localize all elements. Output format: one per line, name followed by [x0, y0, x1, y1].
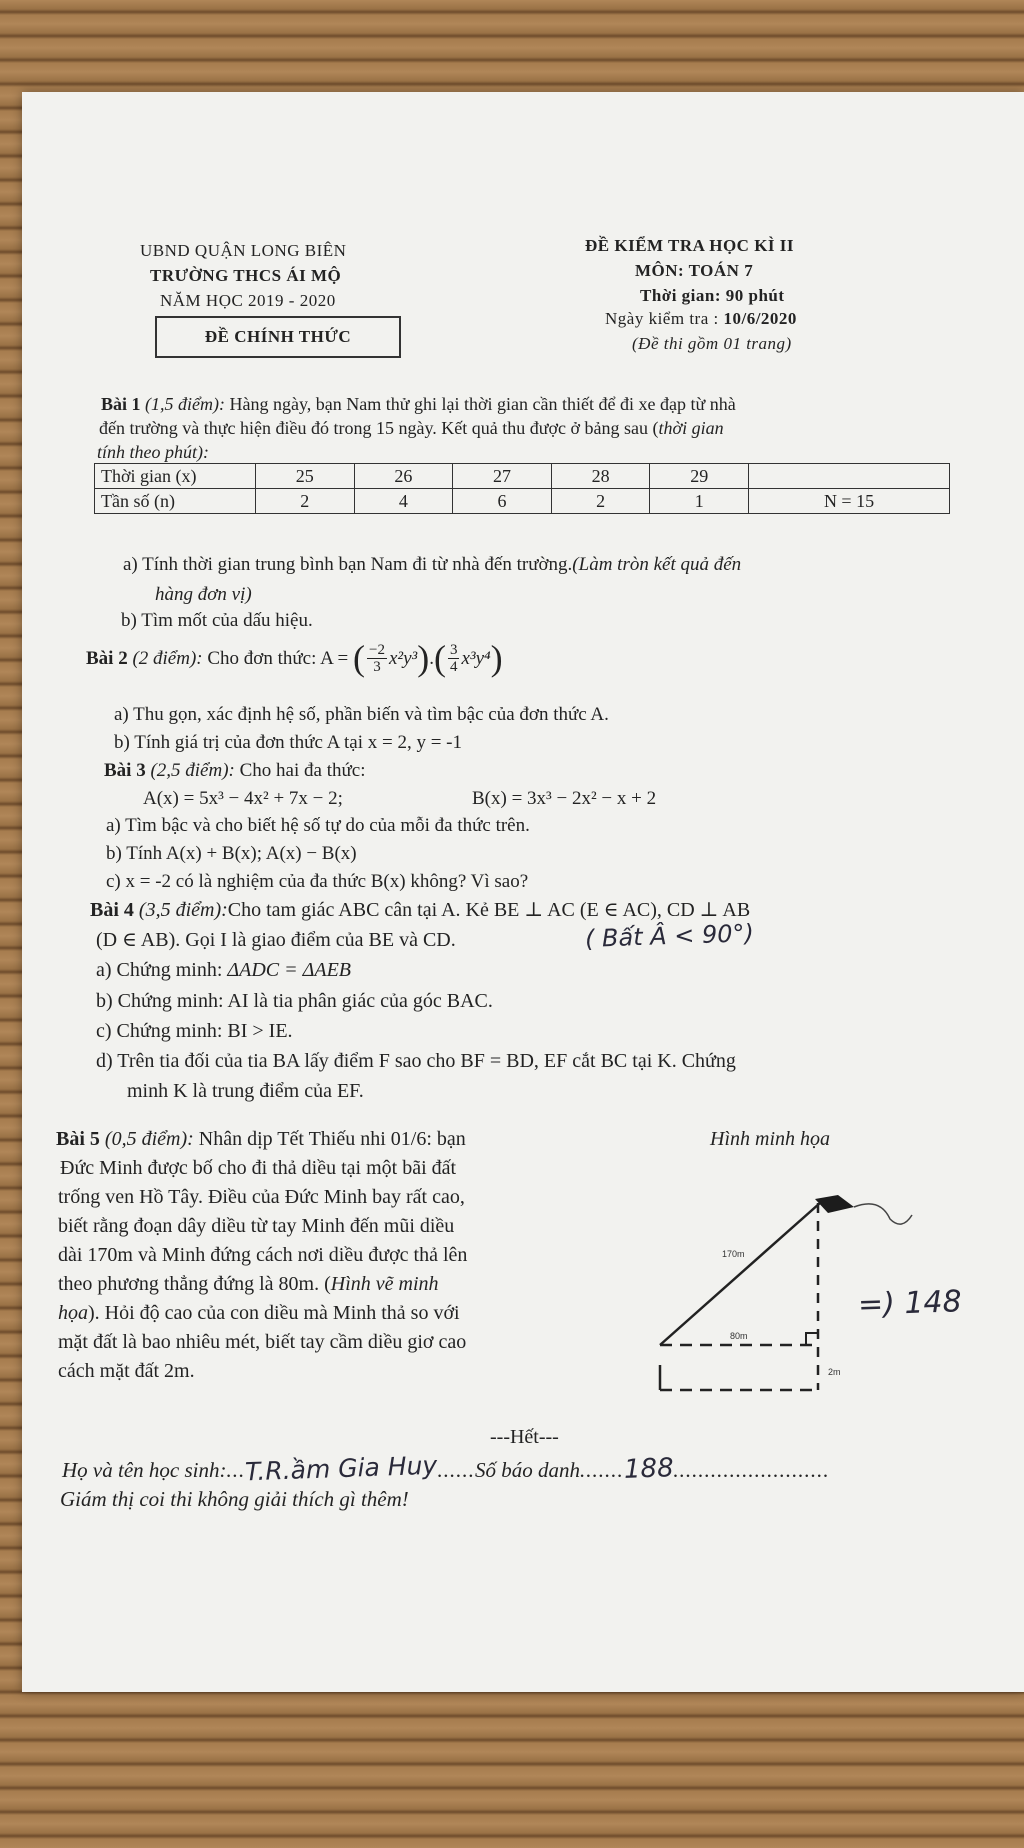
exam-date-label: Ngày kiểm tra : — [605, 309, 724, 328]
bai1-a-line2: hàng đơn vị) — [155, 584, 252, 605]
table-cell: 29 — [650, 464, 749, 489]
table-header-frequency: Tần số (n) — [95, 489, 256, 514]
bai1-text2-italic: thời gian — [658, 418, 724, 438]
handwritten-sbd: 188 — [623, 1453, 674, 1485]
bai1-line1 — [101, 392, 736, 417]
fraction-1-vars: x²y³ — [388, 647, 418, 669]
bai4-text1: Cho tam giác ABC cân tại A. Kẻ BE ⊥ AC (E ∈ AC), CD ⊥ AB — [227, 899, 751, 921]
handwritten-answer: =) 148 — [857, 1284, 963, 1323]
handwritten-note-angle: ( Bất Â < 90°) — [584, 919, 755, 953]
bai1-points: (1,5 điểm): — [145, 394, 225, 414]
polynomial-a: A(x) = 5x³ − 4x² + 7x − 2; — [143, 788, 343, 809]
bai4-points: (3,5 điểm): — [138, 899, 228, 921]
bai3-c: c) x = -2 có là nghiệm của đa thức B(x) không? Vì sao? — [106, 871, 529, 892]
exam-duration: Thời gian: 90 phút — [640, 286, 785, 305]
polynomial-b: B(x) = 3x³ − 2x² − x + 2 — [472, 788, 657, 809]
table-cell: 1 — [650, 489, 749, 514]
proctor-note: Giám thị coi thi không giải thích gì thêm! — [60, 1487, 409, 1511]
table-cell — [749, 464, 950, 489]
bai3-title: Bài 3 — [104, 760, 146, 781]
exam-date — [605, 309, 797, 329]
table-cell: 4 — [354, 489, 453, 514]
kite-shape-icon — [815, 1195, 854, 1213]
bai1-line3: tính theo phút): — [97, 442, 209, 462]
bai5-points: (0,5 điểm): — [104, 1128, 194, 1150]
bai5-title: Bài 5 — [56, 1128, 100, 1150]
bai4-a — [96, 958, 351, 983]
school-year: NĂM HỌC 2019 - 2020 — [160, 291, 336, 310]
bai2-b: b) Tính giá trị của đơn thức A tại x = 2, y = -1 — [114, 732, 463, 753]
table-cell: N = 15 — [749, 489, 950, 514]
exam-title: ĐỀ KIỂM TRA HỌC KÌ II — [585, 236, 795, 255]
fraction-2-vars: x³y⁴ — [461, 647, 491, 669]
bai1-a-italic: (Làm tròn kết quả đến — [572, 554, 742, 575]
exam-subject: MÔN: TOÁN 7 — [635, 261, 754, 280]
district-name: UBND QUẬN LONG BIÊN — [140, 241, 347, 260]
table-row — [95, 464, 950, 489]
bai1-text2: đến trường và thực hiện điều đó trong 15 ngày. Kết quả thu được ở bảng sau ( — [99, 418, 659, 438]
bai1-a-line1 — [123, 552, 741, 577]
bai2-a: a) Thu gọn, xác định hệ số, phần biến và tìm bậc của đơn thức A. — [114, 704, 609, 725]
table-row — [95, 489, 950, 514]
official-exam-label: ĐỀ CHÍNH THỨC — [204, 327, 352, 346]
fraction-1: $\frac{-2}{3}$ — [368, 641, 385, 675]
figure-caption: Hình minh họa — [710, 1128, 830, 1150]
official-exam-box — [155, 316, 401, 358]
bai4-d-line2: minh K là trung điểm của EF. — [127, 1080, 364, 1102]
bai4-title: Bài 4 — [90, 899, 134, 921]
exam-date-value: 10/6/2020 — [723, 309, 797, 328]
bai4-a-italic: ΔADC = ΔAEB — [227, 959, 352, 981]
label-170m: 170m — [722, 1249, 745, 1259]
table-cell: 26 — [354, 464, 453, 489]
table-cell: 2 — [551, 489, 650, 514]
student-name-line: Họ và tên học sinh:...T.R.ầm Gia Huy......Số báo danh.......188......................... — [62, 1450, 830, 1487]
bai1-line2 — [99, 416, 724, 441]
bai2-title: Bài 2 — [86, 647, 128, 669]
right-angle-mark — [806, 1333, 818, 1345]
sbd-label: Số báo danh — [474, 1458, 580, 1482]
bai4-c: c) Chứng minh: BI > IE. — [96, 1020, 293, 1042]
table-cell: 25 — [256, 464, 355, 489]
bai1-a-text: a) Tính thời gian trung bình bạn Nam đi từ nhà đến trường. — [123, 554, 573, 575]
bai1-text1: Hàng ngày, bạn Nam thử ghi lại thời gian cần thiết để đi xe đạp từ nhà — [225, 394, 736, 414]
bai2-line1: Bài 2 (2 điểm): Cho đơn thức: A = ( $\frac{-2}{3}$ x²y³ ) . ( $\frac{3}{4}$ x³y⁴ ) — [86, 638, 503, 678]
kite-tail-icon — [854, 1204, 912, 1224]
table-cell: 28 — [551, 464, 650, 489]
label-2m: 2m — [828, 1367, 841, 1377]
bai4-line1 — [90, 898, 750, 923]
table-cell: 27 — [453, 464, 552, 489]
bai1-title: Bài 1 — [101, 394, 141, 414]
bai1-b: b) Tìm mốt của dấu hiệu. — [121, 610, 313, 631]
bai2-points: (2 điểm): — [132, 647, 203, 669]
bai3-text: Cho hai đa thức: — [234, 760, 366, 781]
bai4-b: b) Chứng minh: AI là tia phân giác của góc BAC. — [96, 990, 493, 1012]
kite-string-line — [660, 1203, 820, 1345]
bai5-text: Bài 5 (0,5 điểm): Nhân dịp Tết Thiếu nhi 01/6: bạn Đức Minh được bố cho đi thả diều tại một bãi đất trống ven Hồ Tây. Điều của Đức Minh bay rất cao, biết rằng đoạn dây diều từ tay Minh đến mũi diều dài 170m và Minh đứng cách nơi diều được thả lên theo phương thẳng đứng là 80m. (Hình vẽ minh họa). Hỏi độ cao của con diều mà Minh thả so với mặt đất là bao nhiêu mét, biết tay cầm diều giơ cao cách mặt đất 2m. — [56, 1128, 468, 1382]
bai3-b: b) Tính A(x) + B(x); A(x) − B(x) — [106, 843, 357, 864]
label-80m: 80m — [730, 1331, 748, 1341]
bai3-line1 — [104, 758, 365, 783]
bai3-a: a) Tìm bậc và cho biết hệ số tự do của mỗi đa thức trên. — [106, 815, 530, 836]
exam-page-count: (Đề thi gồm 01 trang) — [632, 334, 792, 353]
bai3-points: (2,5 điểm): — [150, 760, 235, 781]
table-header-time: Thời gian (x) — [95, 464, 256, 489]
bai4-a-text: a) Chứng minh: — [96, 959, 228, 981]
table-cell: 2 — [256, 489, 355, 514]
frequency-table — [94, 463, 950, 514]
table-cell: 6 — [453, 489, 552, 514]
bai4-line2: (D ∈ AB). Gọi I là giao điểm của BE và CD. — [96, 929, 456, 951]
bai4-d-line1: d) Trên tia đối của tia BA lấy điểm F sao cho BF = BD, EF cắt BC tại K. Chứng — [96, 1050, 736, 1072]
school-name: TRƯỜNG THCS ÁI MỘ — [150, 266, 342, 285]
bai2-text: Cho đơn thức: A = — [202, 647, 353, 669]
end-marker: ---Hết--- — [490, 1426, 559, 1448]
handwritten-student-name: T.R.ầm Gia Huy — [244, 1450, 438, 1487]
fraction-2: $\frac{3}{4}$ — [449, 641, 458, 675]
student-name-label: Họ và tên học sinh: — [62, 1458, 227, 1482]
